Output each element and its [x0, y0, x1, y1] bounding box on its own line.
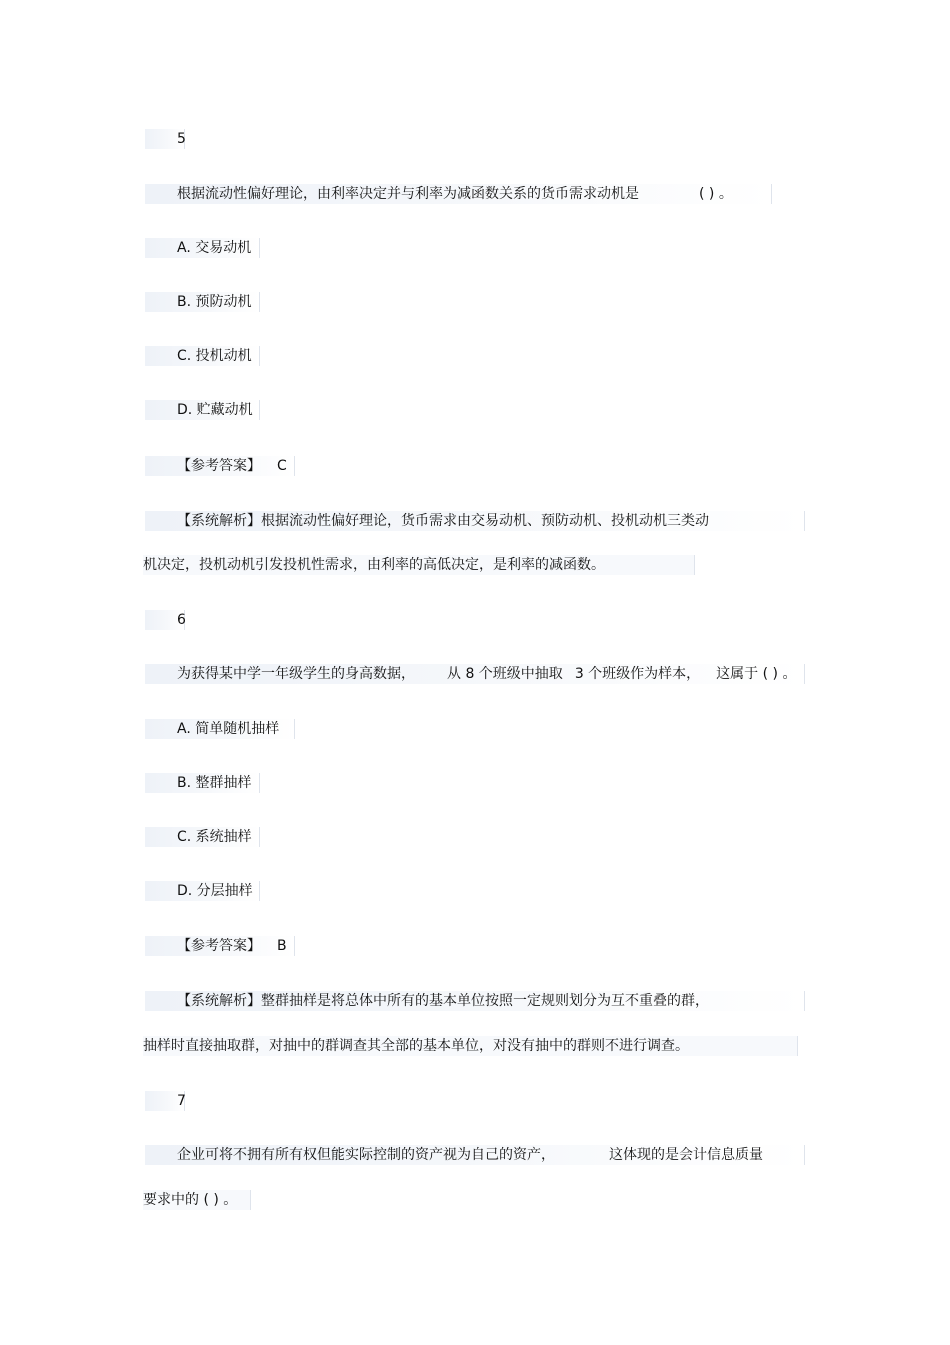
analysis-text: 【系统解析】整群抽样是将总体中所有的基本单位按照一定规则划分为互不重叠的群， — [177, 993, 709, 1009]
option-b — [145, 773, 260, 793]
option-d — [145, 881, 260, 901]
question-number — [145, 129, 185, 149]
question-stem-end: 这属于 ( ) 。 — [716, 666, 797, 682]
question-stem-text: 为获得某中学一年级学生的身高数据， — [177, 666, 415, 682]
question-stem-text: 根据流动性偏好理论，由利率决定并与利率为减函数关系的货币需求动机是 — [177, 186, 639, 202]
option-c — [145, 827, 260, 847]
answer-line — [145, 456, 295, 476]
answer-line — [145, 936, 295, 956]
option-text: B. 整群抽样 — [177, 775, 252, 791]
answer-value: B — [277, 938, 287, 954]
analysis-line-2 — [143, 555, 695, 575]
question-stem — [145, 664, 805, 684]
analysis-line-1 — [145, 511, 805, 531]
option-a — [145, 238, 260, 258]
question-stem-end: 要求中的 ( ) 。 — [143, 1192, 238, 1208]
question-stem-end: ( ) 。 — [699, 186, 733, 202]
analysis-text: 【系统解析】根据流动性偏好理论，货币需求由交易动机、预防动机、投机动机三类动 — [177, 513, 709, 529]
answer-label: 【参考答案】 — [177, 458, 261, 474]
question-stem-text: 这体现的是会计信息质量 — [609, 1147, 763, 1163]
option-text: D. 贮藏动机 — [177, 402, 253, 418]
option-text: A. 交易动机 — [177, 240, 252, 256]
analysis-text: 机决定，投机动机引发投机性需求，由利率的高低决定，是利率的减函数。 — [143, 557, 605, 573]
option-text: A. 简单随机抽样 — [177, 721, 280, 737]
question-stem — [145, 184, 772, 204]
option-text: C. 投机动机 — [177, 348, 252, 364]
option-b — [145, 292, 260, 312]
option-text: C. 系统抽样 — [177, 829, 252, 845]
analysis-line-1 — [145, 991, 805, 1011]
option-a — [145, 719, 295, 739]
question-number-text: 7 — [177, 1093, 186, 1109]
analysis-line-2 — [143, 1036, 798, 1056]
analysis-text: 抽样时直接抽取群，对抽中的群调查其全部的基本单位，对没有抽中的群则不进行调查。 — [143, 1038, 689, 1054]
option-text: B. 预防动机 — [177, 294, 252, 310]
option-d — [145, 400, 260, 420]
answer-label: 【参考答案】 — [177, 938, 261, 954]
question-number — [145, 1091, 185, 1111]
question-stem — [145, 1145, 805, 1165]
option-c — [145, 346, 260, 366]
question-number-text: 5 — [177, 131, 186, 147]
question-stem-text: 3 个班级作为样本， — [574, 666, 701, 682]
question-stem-text: 企业可将不拥有所有权但能实际控制的资产视为自己的资产， — [177, 1147, 555, 1163]
answer-value: C — [277, 458, 287, 474]
question-stem-text: 从 8 个班级中抽取 — [447, 666, 563, 682]
option-text: D. 分层抽样 — [177, 883, 253, 899]
question-number-text: 6 — [177, 612, 186, 628]
question-stem-line-2 — [143, 1190, 251, 1210]
question-number — [145, 610, 185, 630]
